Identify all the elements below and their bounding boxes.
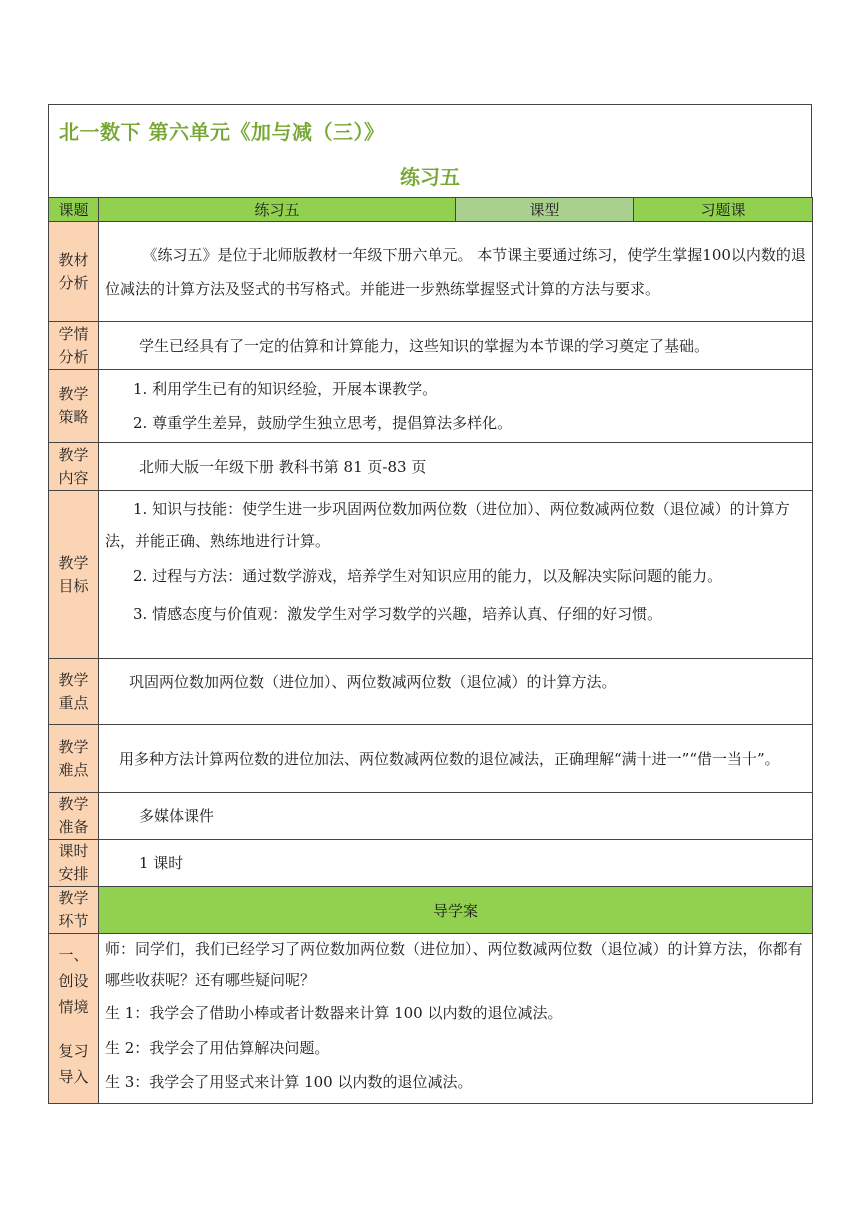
topic-label: 课题 [49,198,99,222]
type-label: 课型 [456,198,634,222]
title-block [48,104,812,197]
strategy-item: 2. 尊重学生差异，鼓励学生独立思考，提倡算法多样化。 [133,414,513,432]
student-analysis-row [49,322,813,370]
topic-value: 练习五 [99,198,456,222]
difficulties-row [49,725,813,793]
key-points-row [49,659,813,725]
lesson-table [48,197,813,1104]
difficulties-label: 教学 难点 [49,725,99,793]
dialogue-line: 师：同学们，我们已经学习了两位数加两位数（进位加）、两位数减两位数（退位减）的计算方法，你都有哪些收获呢？还有哪些疑问呢？ [105,940,803,989]
preparation-text: 多媒体课件 [139,807,215,825]
student-analysis-text: 学生已经具有了一定的估算和计算能力，这些知识的掌握为本节课的学习奠定了基础。 [139,336,710,355]
stage-one-label-top: 一、 创设 情境 [58,946,89,1016]
schedule-label: 课时 安排 [49,840,99,887]
student-analysis-label: 学情 分析 [49,322,99,370]
material-analysis-text: 《练习五》是位于北师版教材一年级下册六单元。 本节课主要通过练习，使学生掌握100以内数的退位减法的计算方法及竖式的书写格式。并能进一步熟练掌握竖式计算的方法与要求。 [105,245,806,298]
content-label: 教学 内容 [49,443,99,491]
stage-one-row [49,934,813,1104]
content-text: 北师大版一年级下册 教科书第 81 页-83 页 [139,457,427,476]
goals-label: 教学 目标 [49,491,99,659]
strategy-row [49,370,813,443]
dialogue-line: 生 2：我学会了用估算解决问题。 [105,1038,330,1057]
strategy-item: 1. 利用学生已有的知识经验，开展本课教学。 [133,380,438,398]
strategy-label: 教学 策略 [49,370,99,443]
page-subtitle: 练习五 [400,165,460,189]
material-analysis-row [49,222,813,322]
preparation-label: 教学 准备 [49,793,99,840]
lesson-plan-sheet [48,104,812,1104]
goals-row [49,491,813,659]
content-row [49,443,813,491]
key-points-text: 巩固两位数加两位数（进位加）、两位数减两位数（退位减）的计算方法。 [129,673,617,691]
page-title: 北一数下 第六单元《加与减（三）》 [59,120,385,144]
difficulties-text: 用多种方法计算两位数的进位加法、两位数减两位数的退位减法，正确理解“满十进一”“借一当十”。 [119,749,780,768]
schedule-row [49,840,813,887]
goal-item: 2. 过程与方法：通过数学游戏，培养学生对知识应用的能力，以及解决实际问题的能力。 [133,567,723,585]
key-points-label: 教学 重点 [49,659,99,725]
dialogue-line: 生 1：我学会了借助小棒或者计数器来计算 100 以内数的退位减法。 [105,1004,563,1022]
topic-row [49,198,813,222]
goal-item: 3. 情感态度与价值观：激发学生对学习数学的兴趣，培养认真、仔细的好习惯。 [133,605,663,623]
stage-header-label: 教学 环节 [49,887,99,934]
preparation-row [49,793,813,840]
stage-header-title: 导学案 [99,887,813,934]
dialogue-line: 生 3：我学会了用竖式来计算 100 以内数的退位减法。 [105,1073,473,1091]
stage-one-label-bottom: 复习 导入 [58,1042,89,1086]
type-value: 习题课 [634,198,813,222]
material-analysis-label: 教材 分析 [49,222,99,322]
stage-header-row [49,887,813,934]
schedule-text: 1 课时 [139,854,184,872]
goal-item: 1. 知识与技能：使学生进一步巩固两位数加两位数（进位加）、两位数减两位数（退位减）的计算方法，并能正确、熟练地进行计算。 [105,500,790,550]
